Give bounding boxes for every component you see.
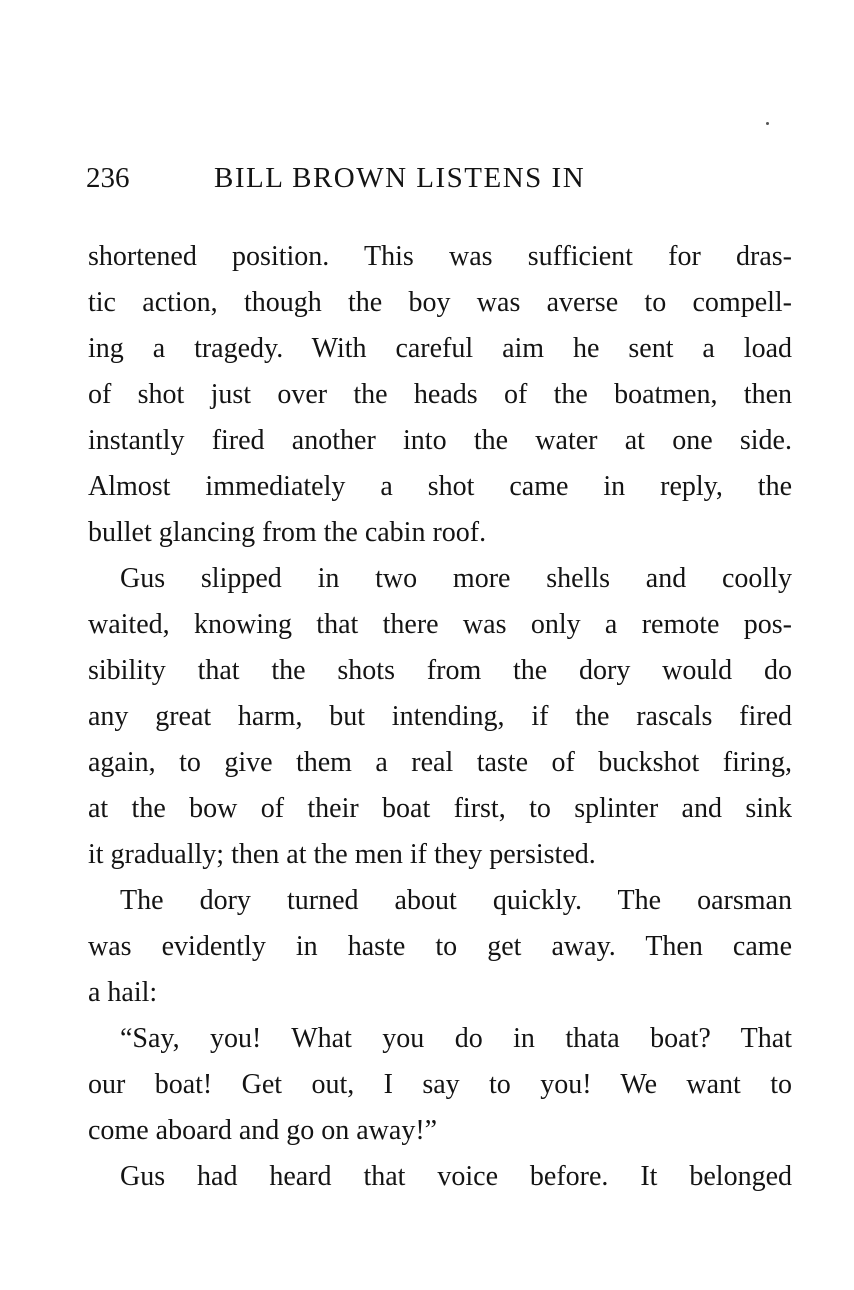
text-line: Gus had heard that voice before. It belonged (120, 1161, 792, 1192)
body-text (88, 234, 792, 1200)
text-line: waited, knowing that there was only a remote pos- (88, 609, 792, 640)
page-number: 236 (86, 162, 130, 194)
text-line: shortened position. This was sufficient for dras- (88, 241, 792, 272)
text-line: at the bow of their boat first, to splinter and sink (88, 793, 792, 824)
text-line: sibility that the shots from the dory would do (88, 655, 792, 686)
print-speck (766, 122, 769, 125)
text-line: ing a tragedy. With careful aim he sent a load (88, 333, 792, 364)
running-title: BILL BROWN LISTENS IN (214, 162, 586, 194)
text-line: our boat! Get out, I say to you! We want to (88, 1069, 792, 1100)
text-line: bullet glancing from the cabin roof. (88, 517, 487, 548)
text-line: tic action, though the boy was averse to compell- (88, 287, 792, 318)
text-line: was evidently in haste to get away. Then came (88, 931, 792, 962)
text-line: again, to give them a real taste of buckshot firing, (88, 747, 792, 778)
text-line: a hail: (88, 977, 158, 1008)
text-line: any great harm, but intending, if the rascals fired (88, 701, 792, 732)
text-line: Gus slipped in two more shells and coolly (120, 563, 792, 594)
text-line: The dory turned about quickly. The oarsman (120, 885, 792, 916)
text-line: come aboard and go on away!” (88, 1115, 438, 1146)
text-line: Almost immediately a shot came in reply, the (88, 471, 792, 502)
text-line: “Say, you! What you do in thata boat? That (120, 1023, 792, 1054)
text-line: it gradually; then at the men if they persisted. (88, 839, 596, 870)
text-line: of shot just over the heads of the boatmen, then (88, 379, 792, 410)
running-head (86, 158, 806, 198)
text-line: instantly fired another into the water at one side. (88, 425, 792, 456)
